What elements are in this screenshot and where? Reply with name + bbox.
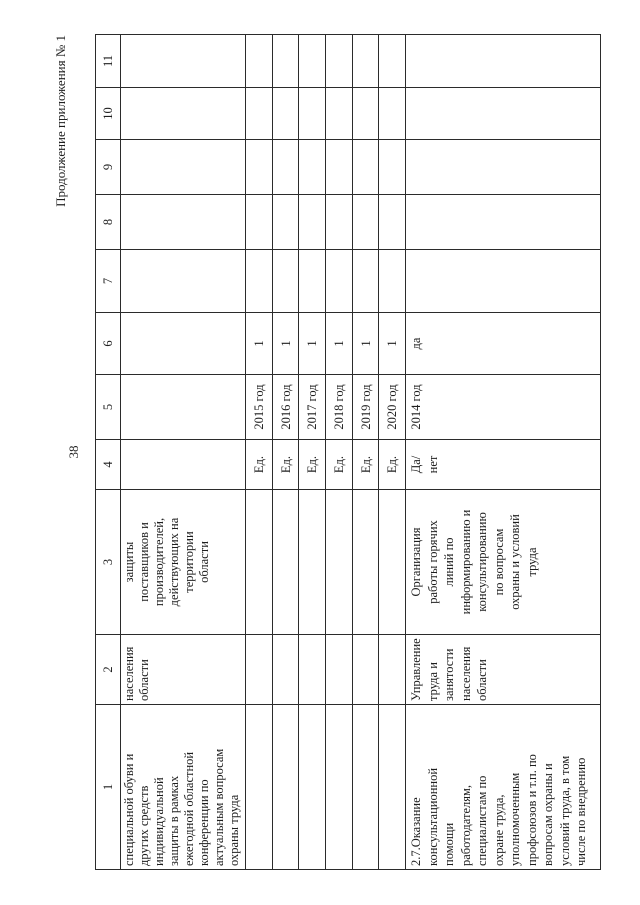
cell-r2-c8 <box>246 195 273 250</box>
cell-r5-c2 <box>326 635 353 705</box>
cell-r2-c9 <box>246 140 273 195</box>
table-row-8 <box>406 35 601 870</box>
cell-r5-c1 <box>326 705 353 870</box>
cell-r5-c5: 2018 год <box>326 375 353 440</box>
cell-r8-c7 <box>406 250 601 313</box>
cell-r2-c1 <box>246 705 273 870</box>
cell-r7-c5: 2020 год <box>379 375 406 440</box>
cell-r4-c9 <box>299 140 326 195</box>
cell-r2-c7 <box>246 250 273 313</box>
cell-r5-c10 <box>326 88 353 140</box>
appendix-continuation-note: Продолжение приложения № 1 <box>53 35 68 207</box>
cell-r8-c6: да <box>406 313 601 375</box>
cell-r3-c9 <box>273 140 299 195</box>
cell-r7-c7 <box>379 250 406 313</box>
cell-r5-c6: 1 <box>326 313 353 375</box>
cell-r4-c3 <box>299 490 326 635</box>
cell-r5-c8 <box>326 195 353 250</box>
cell-r3-c3 <box>273 490 299 635</box>
cell-r7-c4: Ед. <box>379 440 406 490</box>
cell-r6-c10 <box>353 88 379 140</box>
column-number-row <box>96 35 121 870</box>
cell-r7-c1 <box>379 705 406 870</box>
cell-r8-c9 <box>406 140 601 195</box>
cell-r4-c8 <box>299 195 326 250</box>
cell-r4-c1 <box>299 705 326 870</box>
cell-r7-c11 <box>379 35 406 88</box>
cell-r6-c8 <box>353 195 379 250</box>
cell-r4-c2 <box>299 635 326 705</box>
cell-r3-c10 <box>273 88 299 140</box>
column-number-10: 10 <box>96 88 121 140</box>
cell-r7-c10 <box>379 88 406 140</box>
cell-r1-c4 <box>121 440 246 490</box>
cell-r3-c6: 1 <box>273 313 299 375</box>
cell-r6-c7 <box>353 250 379 313</box>
cell-r1-c11 <box>121 35 246 88</box>
cell-r6-c5: 2019 год <box>353 375 379 440</box>
cell-r4-c11 <box>299 35 326 88</box>
table-row-6 <box>353 35 379 870</box>
cell-r8-c4: Да/ нет <box>406 440 601 490</box>
cell-r3-c8 <box>273 195 299 250</box>
cell-r1-c5 <box>121 375 246 440</box>
column-number-7: 7 <box>96 250 121 313</box>
cell-r7-c3 <box>379 490 406 635</box>
cell-r8-c1: 2.7.Оказание консультационной помощи работодателям, специалистам по охране труда, уполномоченным профсоюзов и т.п. по вопросам охраны и условий труда, в том числе по внедрению <box>406 705 601 870</box>
column-number-11: 11 <box>96 35 121 88</box>
column-number-3: 3 <box>96 490 121 635</box>
cell-r7-c6: 1 <box>379 313 406 375</box>
table-row-5 <box>326 35 353 870</box>
cell-r8-c11 <box>406 35 601 88</box>
cell-r1-c9 <box>121 140 246 195</box>
column-number-8: 8 <box>96 195 121 250</box>
column-number-6: 6 <box>96 313 121 375</box>
cell-r1-c1: специальной обуви и других средств индивидуальной защиты в рамках ежегодной областной конференции по актуальным вопросам охраны труда <box>121 705 246 870</box>
cell-r1-c7 <box>121 250 246 313</box>
cell-r8-c5: 2014 год <box>406 375 601 440</box>
cell-r3-c4: Ед. <box>273 440 299 490</box>
cell-r3-c11 <box>273 35 299 88</box>
cell-r5-c3 <box>326 490 353 635</box>
cell-r6-c9 <box>353 140 379 195</box>
cell-r3-c7 <box>273 250 299 313</box>
cell-r3-c2 <box>273 635 299 705</box>
cell-r4-c7 <box>299 250 326 313</box>
cell-r2-c2 <box>246 635 273 705</box>
cell-r3-c5: 2016 год <box>273 375 299 440</box>
cell-r2-c11 <box>246 35 273 88</box>
cell-r8-c8 <box>406 195 601 250</box>
cell-r2-c6: 1 <box>246 313 273 375</box>
cell-r6-c6: 1 <box>353 313 379 375</box>
table-row-2 <box>246 35 273 870</box>
cell-r4-c10 <box>299 88 326 140</box>
table-row-1 <box>121 35 246 870</box>
cell-r6-c11 <box>353 35 379 88</box>
cell-r7-c2 <box>379 635 406 705</box>
cell-r1-c2: населения области <box>121 635 246 705</box>
cell-r6-c2 <box>353 635 379 705</box>
cell-r1-c3: защиты поставщиков и производителей, действующих на территории области <box>121 490 246 635</box>
cell-r5-c4: Ед. <box>326 440 353 490</box>
cell-r6-c1 <box>353 705 379 870</box>
cell-r6-c3 <box>353 490 379 635</box>
cell-r8-c3: Организация работы горячих линий по информированию и консультированию по вопросам охраны и условий труда <box>406 490 601 635</box>
cell-r2-c5: 2015 год <box>246 375 273 440</box>
cell-r7-c8 <box>379 195 406 250</box>
column-number-9: 9 <box>96 140 121 195</box>
page-number: 38 <box>66 445 81 459</box>
cell-r1-c10 <box>121 88 246 140</box>
cell-r4-c4: Ед. <box>299 440 326 490</box>
cell-r7-c9 <box>379 140 406 195</box>
cell-r4-c6: 1 <box>299 313 326 375</box>
cell-r8-c10 <box>406 88 601 140</box>
cell-r4-c5: 2017 год <box>299 375 326 440</box>
cell-r8-c2: Управление труда и занятости населения области <box>406 635 601 705</box>
cell-r2-c10 <box>246 88 273 140</box>
cell-r3-c1 <box>273 705 299 870</box>
cell-r2-c4: Ед. <box>246 440 273 490</box>
cell-r1-c8 <box>121 195 246 250</box>
column-number-1: 1 <box>96 705 121 870</box>
cell-r5-c9 <box>326 140 353 195</box>
cell-r2-c3 <box>246 490 273 635</box>
table-row-4 <box>299 35 326 870</box>
cell-r6-c4: Ед. <box>353 440 379 490</box>
column-number-4: 4 <box>96 440 121 490</box>
cell-r1-c6 <box>121 313 246 375</box>
column-number-2: 2 <box>96 635 121 705</box>
cell-r5-c11 <box>326 35 353 88</box>
table-row-7 <box>379 35 406 870</box>
appendix-table <box>95 34 601 870</box>
table-row-3 <box>273 35 299 870</box>
cell-r5-c7 <box>326 250 353 313</box>
column-number-5: 5 <box>96 375 121 440</box>
